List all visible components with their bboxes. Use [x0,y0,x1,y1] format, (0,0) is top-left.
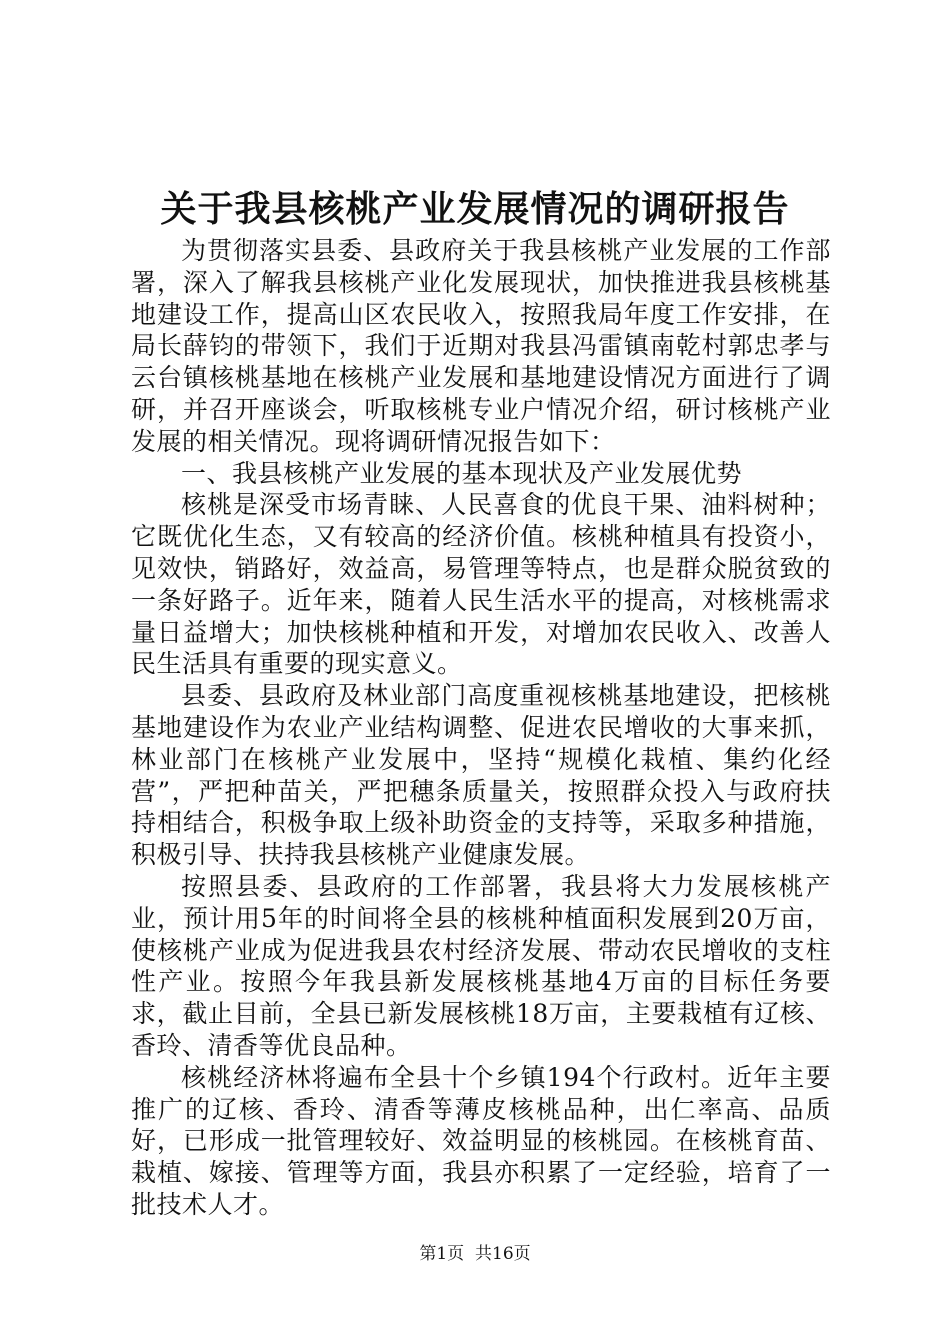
paragraph-government-support: 县委、县政府及林业部门高度重视核桃基地建设，把核桃基地建设作为农业产业结构调整、促进农民增收的大事来抓，林业部门在核桃产业发展中，坚持“规模化栽植、集约化经营”，严把种苗关，严把穗条质量关，按照群众投入与政府扶持相结合，积极争取上级补助资金的支持等，采取多种措施，积极引导、扶持我县核桃产业健康发展。 [131,681,831,870]
section-heading: 一、我县核桃产业发展的基本现状及产业发展优势 [181,458,743,488]
paragraph-development-plan: 按照县委、县政府的工作部署，我县将大力发展核桃产业，预计用5年的时间将全县的核桃种植面积发展到20万亩，使核桃产业成为促进我县农村经济发展、带动农民增收的支柱性产业。按照今年我县新发展核桃基地4万亩的目标任务要求，截止目前，全县已新发展核桃18万亩，主要栽植有辽核、香玲、清香等优良品种。 [131,871,831,1060]
paragraph-intro: 为贯彻落实县委、县政府关于我县核桃产业发展的工作部署，深入了解我县核桃产业化发展现状，加快推进我县核桃基地建设工作，提高山区农民收入，按照我局年度工作安排，在局长薛钧的带领下，我们于近期对我县冯雷镇南乾村郭忠孝与云台镇核桃基地在核桃产业发展和基地建设情况方面进行了调研，并召开座谈会，听取核桃专业户情况介绍，研讨核桃产业发展的相关情况。现将调研情况报告如下： [131,236,831,456]
paragraph-distribution: 核桃经济林将遍布全县十个乡镇194个行政村。近年主要推广的辽核、香玲、清香等薄皮核桃品种，出仁率高、品质好，已形成一批管理较好、效益明显的核桃园。在核桃育苗、栽植、嫁接、管理等方面，我县亦积累了一定经验，培育了一批技术人才。 [131,1062,831,1219]
page-footer [0,1242,950,1266]
document-title: 关于我县核桃产业发展情况的调研报告 [160,188,790,230]
paragraph-walnut-value: 核桃是深受市场青睐、人民喜食的优良干果、油料树种；它既优化生态，又有较高的经济价值。核桃种植具有投资小，见效快，销路好，效益高，易管理等特点，也是群众脱贫致的一条好路子。近年来，随着人民生活水平的提高，对核桃需求量日益增大；加快核桃种植和开发，对增加农民收入、改善人民生活具有重要的现实意义。 [131,490,831,679]
document-body [131,235,831,1221]
page-total: 共16页 [475,1244,531,1264]
page-number: 第1页 [419,1244,465,1264]
